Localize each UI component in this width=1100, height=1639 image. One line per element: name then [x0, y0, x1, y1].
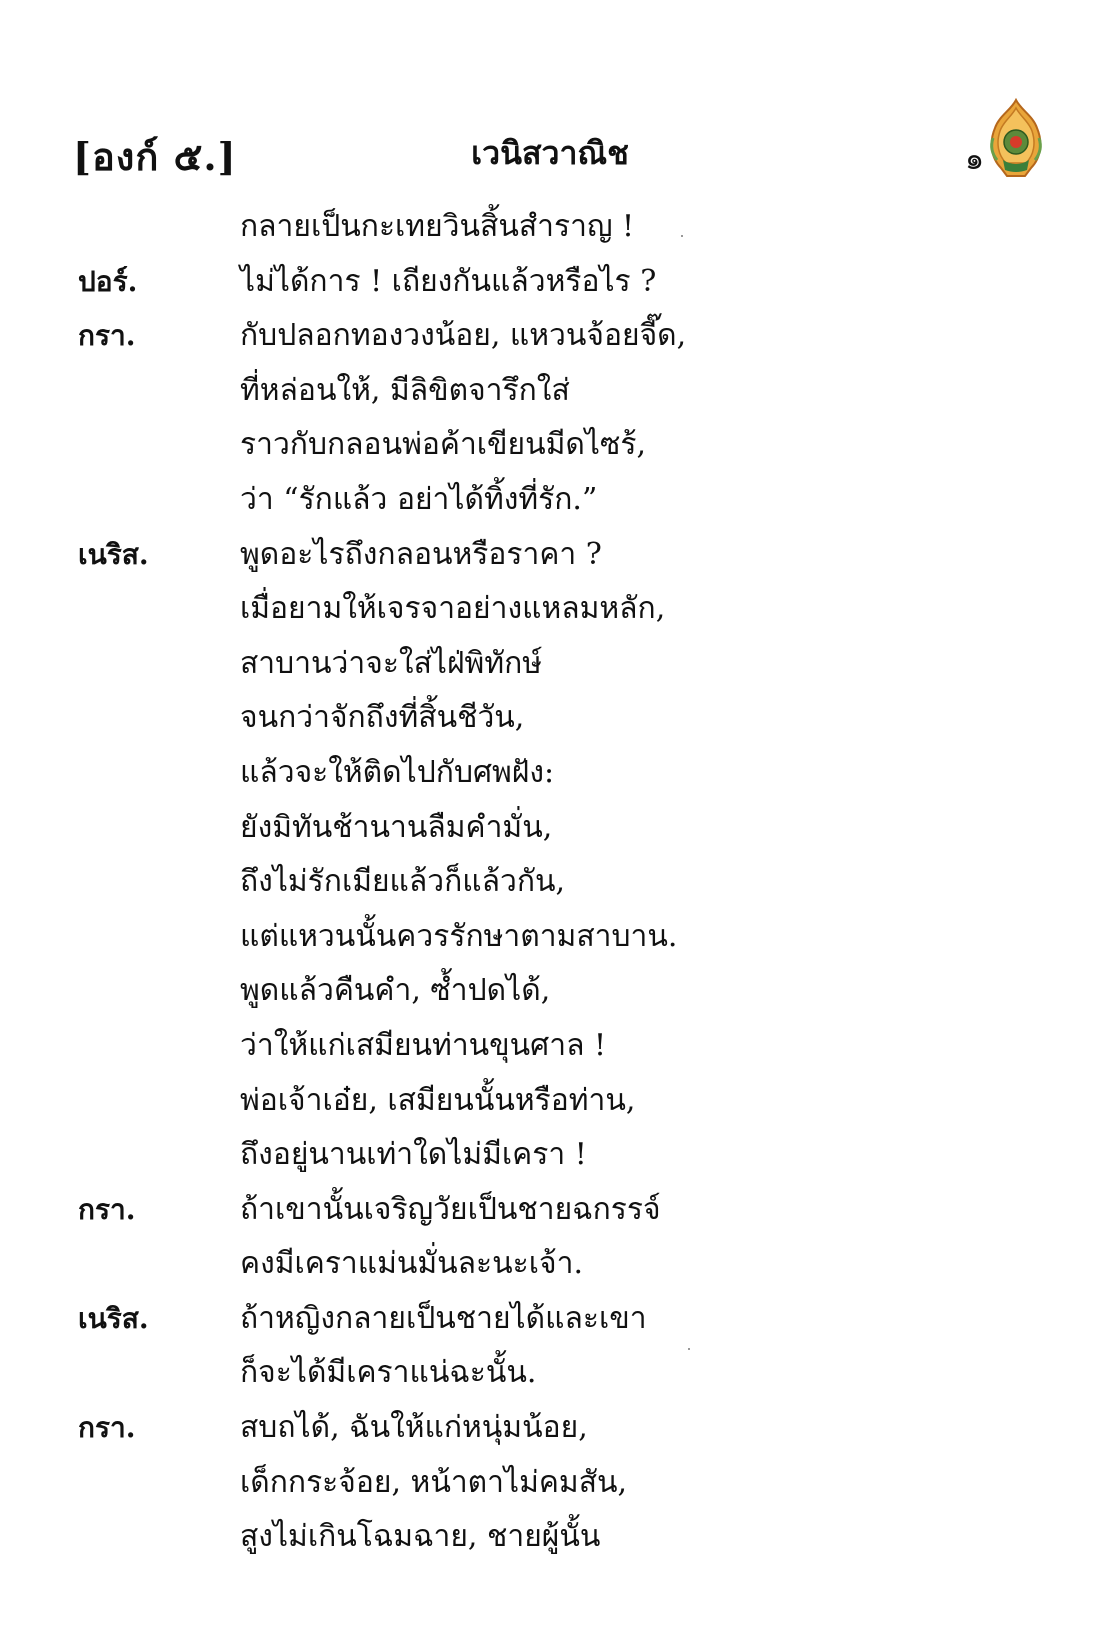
verse-line — [0, 470, 1100, 525]
verse-text: ถ้าเขานั้นเจริญวัยเป็นชายฉกรรจ์ — [240, 1191, 661, 1227]
verse-text: ว่าให้แก่เสมียนท่านขุนศาล ! — [240, 1027, 607, 1063]
verse-line — [0, 579, 1100, 634]
verse-line — [0, 852, 1100, 907]
speaker-name: เนริส. — [78, 1301, 149, 1335]
verse-line — [0, 1453, 1100, 1508]
verse-line — [0, 415, 1100, 470]
verse-text: สบถได้, ฉันให้แก่หนุ่มน้อย, — [240, 1410, 588, 1446]
verse-line — [0, 907, 1100, 962]
verse-line — [0, 688, 1100, 743]
verse-text: สูงไม่เกินโฉมฉาย, ชายผู้นั้น — [240, 1519, 601, 1555]
verse-line — [0, 1343, 1100, 1398]
royal-emblem-icon — [985, 98, 1047, 180]
verse-text: กลายเป็นกะเทยวินสิ้นสำราญ ! — [240, 209, 635, 244]
verse-line — [0, 1016, 1100, 1071]
play-text — [0, 197, 1100, 1562]
page-title: เวนิสวาณิช — [471, 134, 629, 172]
speaker-name: กรา. — [78, 319, 136, 353]
act-label: [องก์ ๕.] — [73, 134, 237, 179]
verse-text: ที่หล่อนให้, มีลิขิตจารึกใส่ — [240, 372, 570, 408]
verse-line — [0, 252, 1100, 307]
scan-speck — [681, 235, 683, 237]
speaker-name: กรา. — [78, 1192, 136, 1226]
page-header — [0, 118, 1100, 178]
verse-text: ยังมิทันช้านานลืมคำมั่น, — [240, 809, 553, 845]
verse-text: พูดอะไรถึงกลอนหรือราคา ? — [240, 536, 602, 572]
verse-text: ก็จะได้มีเคราแน่ฉะนั้น. — [240, 1355, 537, 1391]
verse-line — [0, 1507, 1100, 1562]
verse-line — [0, 1398, 1100, 1453]
verse-line — [0, 1180, 1100, 1235]
verse-text: แต่แหวนนั้นควรรักษาตามสาบาน. — [240, 918, 678, 954]
verse-text: ถึงไม่รักเมียแล้วก็แล้วกัน, — [240, 864, 566, 900]
verse-line — [0, 361, 1100, 416]
verse-text: สาบานว่าจะใส่ไฝ่พิทักษ์ — [240, 645, 543, 681]
verse-text: แล้วจะให้ติดไปกับศพฝัง: — [240, 754, 555, 790]
verse-text: ไม่ได้การ ! เถียงกันแล้วหรือไร ? — [240, 263, 657, 299]
verse-text: กับปลอกทองวงน้อย, แหวนจ้อยจี๊ด, — [240, 318, 687, 354]
verse-line — [0, 634, 1100, 689]
verse-text: ราวกับกลอนพ่อค้าเขียนมีดไซร้, — [240, 427, 646, 463]
verse-text: พ่อเจ้าเอ๋ย, เสมียนนั้นหรือท่าน, — [240, 1082, 636, 1118]
verse-line — [0, 743, 1100, 798]
verse-line — [0, 1071, 1100, 1126]
verse-text: ถ้าหญิงกลายเป็นชายได้และเขา — [240, 1300, 647, 1336]
verse-line — [0, 798, 1100, 853]
page-number: ๑ — [965, 142, 985, 177]
verse-text: ว่า “รักแล้ว อย่าได้ทิ้งที่รัก.” — [240, 481, 598, 517]
verse-line — [0, 1234, 1100, 1289]
verse-text: จนกว่าจักถึงที่สิ้นชีวัน, — [240, 700, 525, 736]
verse-text: ถึงอยู่นานเท่าใดไม่มีเครา ! — [240, 1137, 587, 1173]
verse-text: เมื่อยามให้เจรจาอย่างแหลมหลัก, — [240, 591, 666, 627]
verse-line — [0, 961, 1100, 1016]
verse-line — [0, 525, 1100, 580]
verse-line — [0, 306, 1100, 361]
speaker-name: กรา. — [78, 1411, 136, 1445]
speaker-name: ปอร์. — [78, 264, 138, 298]
verse-line — [0, 1125, 1100, 1180]
speaker-name: เนริส. — [78, 537, 149, 571]
verse-text: พูดแล้วคืนคำ, ซ้ำปดได้, — [240, 973, 551, 1009]
scan-speck — [688, 1348, 690, 1350]
verse-line — [0, 197, 1100, 252]
verse-text: เด็กกระจ้อย, หน้าตาไม่คมสัน, — [240, 1464, 628, 1500]
verse-text: คงมีเคราแม่นมั่นละนะเจ้า. — [240, 1246, 584, 1282]
verse-line — [0, 1289, 1100, 1344]
